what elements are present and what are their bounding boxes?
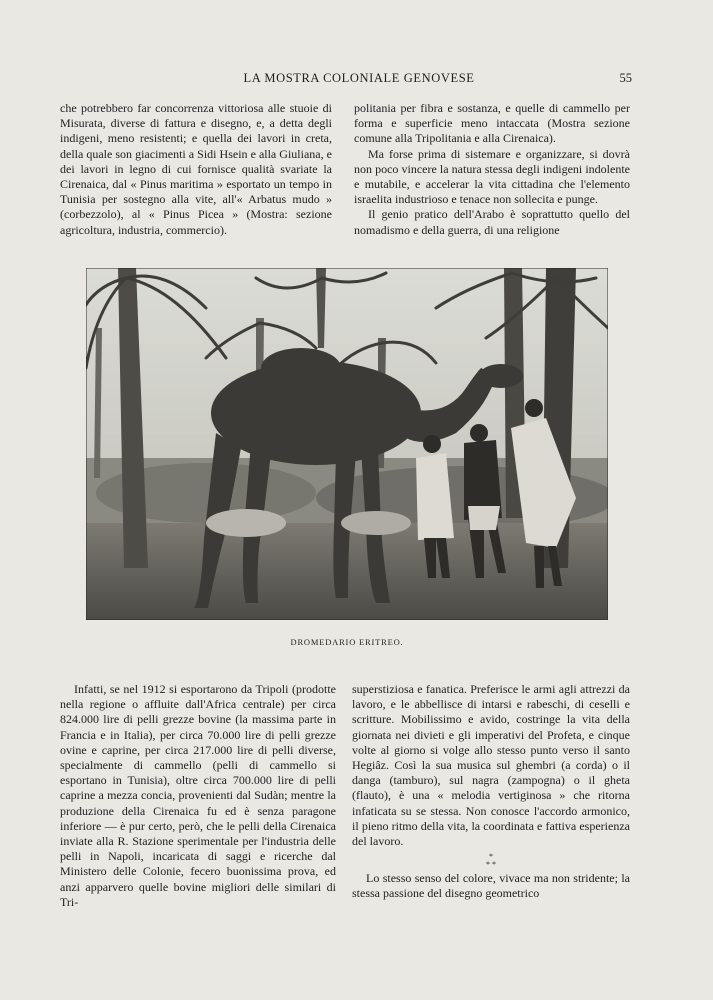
section-asterism: [352, 853, 630, 869]
paragraph: che potrebbero far concorrenza vittoriosa alle stuoie di Misurata, diverse di fattura e disegno, e, a detta degli indigeni, meno resistenti; e quella dei lavori in creta, della quale son giacimenti a Sidi Hsein e alla Giuliana, e dei lavori in legno di cui fornisce qualità svariate la Cirenaica, dal « Pinus maritima » esportato un tempo in Tunisia per sostegno alla vite, all'« Arbatus mudo » (corbezzolo), al « Pinus Picea » (Mostra: sezione agricoltura, industria, commercio).: [60, 101, 332, 237]
top-right-column: [354, 101, 630, 238]
bottom-right-column: [352, 682, 630, 902]
paragraph: superstiziosa e fanatica. Preferisce le armi agli attrezzi da lavoro, e le abbellisce di intarsi e rabeschi, di ceselli e scritture. Mobilissimo e avido, costringe la vita della giornata nei divieti e gli imperativi del Profeta, e cinque volte al giorno si volge allo stesso punto verso il santo Hegiâz. Così la sua musica sul ghembri (a corda) o il danga (tamburo), sul nagra (zampogna) o il gheta (flauto), è una « melodia vertiginosa » che ritorna infaticata su se stessa. Non conosce l'accordo armonico, il pieno ritmo della vita, la coordinata e fattiva esperienza del lavoro.: [352, 682, 630, 849]
top-left-column: [60, 101, 332, 238]
dromedary-photograph: [86, 268, 608, 620]
asterism-bottom: * *: [486, 860, 496, 870]
paragraph: Lo stesso senso del colore, vivace ma non stridente; la stessa passione del disegno geometrico: [352, 871, 630, 901]
bottom-left-column: [60, 682, 336, 910]
paragraph: Il genio pratico dell'Arabo è soprattutto quello del nomadismo e della guerra, di una religione: [354, 207, 630, 237]
figure-caption: DROMEDARIO ERITREO.: [290, 637, 404, 647]
page-number: 55: [619, 71, 632, 85]
running-header: [86, 71, 632, 89]
asterism-top: *: [489, 852, 493, 862]
paragraph: politania per fibra e sostanza, e quelle di cammello per forma e superficie meno intaccata (Mostra sezione comune alla Tripolitania e alla Cirenaica).: [354, 101, 630, 146]
paragraph: Ma forse prima di sistemare e organizzare, si dovrà non poco vincere la natura stessa degli indigeni indolente e mutabile, e accelerar la vita cittadina che l'elemento israelita industrioso e tenace non sollecita e punge.: [354, 146, 630, 207]
running-title: LA MOSTRA COLONIALE GENOVESE: [243, 71, 475, 85]
paragraph: Infatti, se nel 1912 si esportarono da Tripoli (prodotte nella regione o affluite dall'Africa centrale) per circa 824.000 lire di pelli grezze bovine (la massima parte in Francia e in Italia), per circa 70.000 lire di pelli grezze ovine e caprine, per circa 217.000 lire di pelli diverse, specialmente di cammello (pelli di cammello si esportano in Tunisia), oltre circa 700.000 lire di pelli caprine a mezza concia, provenienti dal Sudàn; mentre la produzione della Cirenaica fu ed è senza paragone inferiore — è pur certo, però, che le pelli della Cirenaica inviate alla R. Stazione sperimentale per l'industria delle pelli in Napoli, incaricata di saggi e ricerche dal Ministero delle Colonie, fecero buonissima prova, ed anzi apparvero quelle bovine migliori delle similari di Tri-: [60, 682, 336, 909]
